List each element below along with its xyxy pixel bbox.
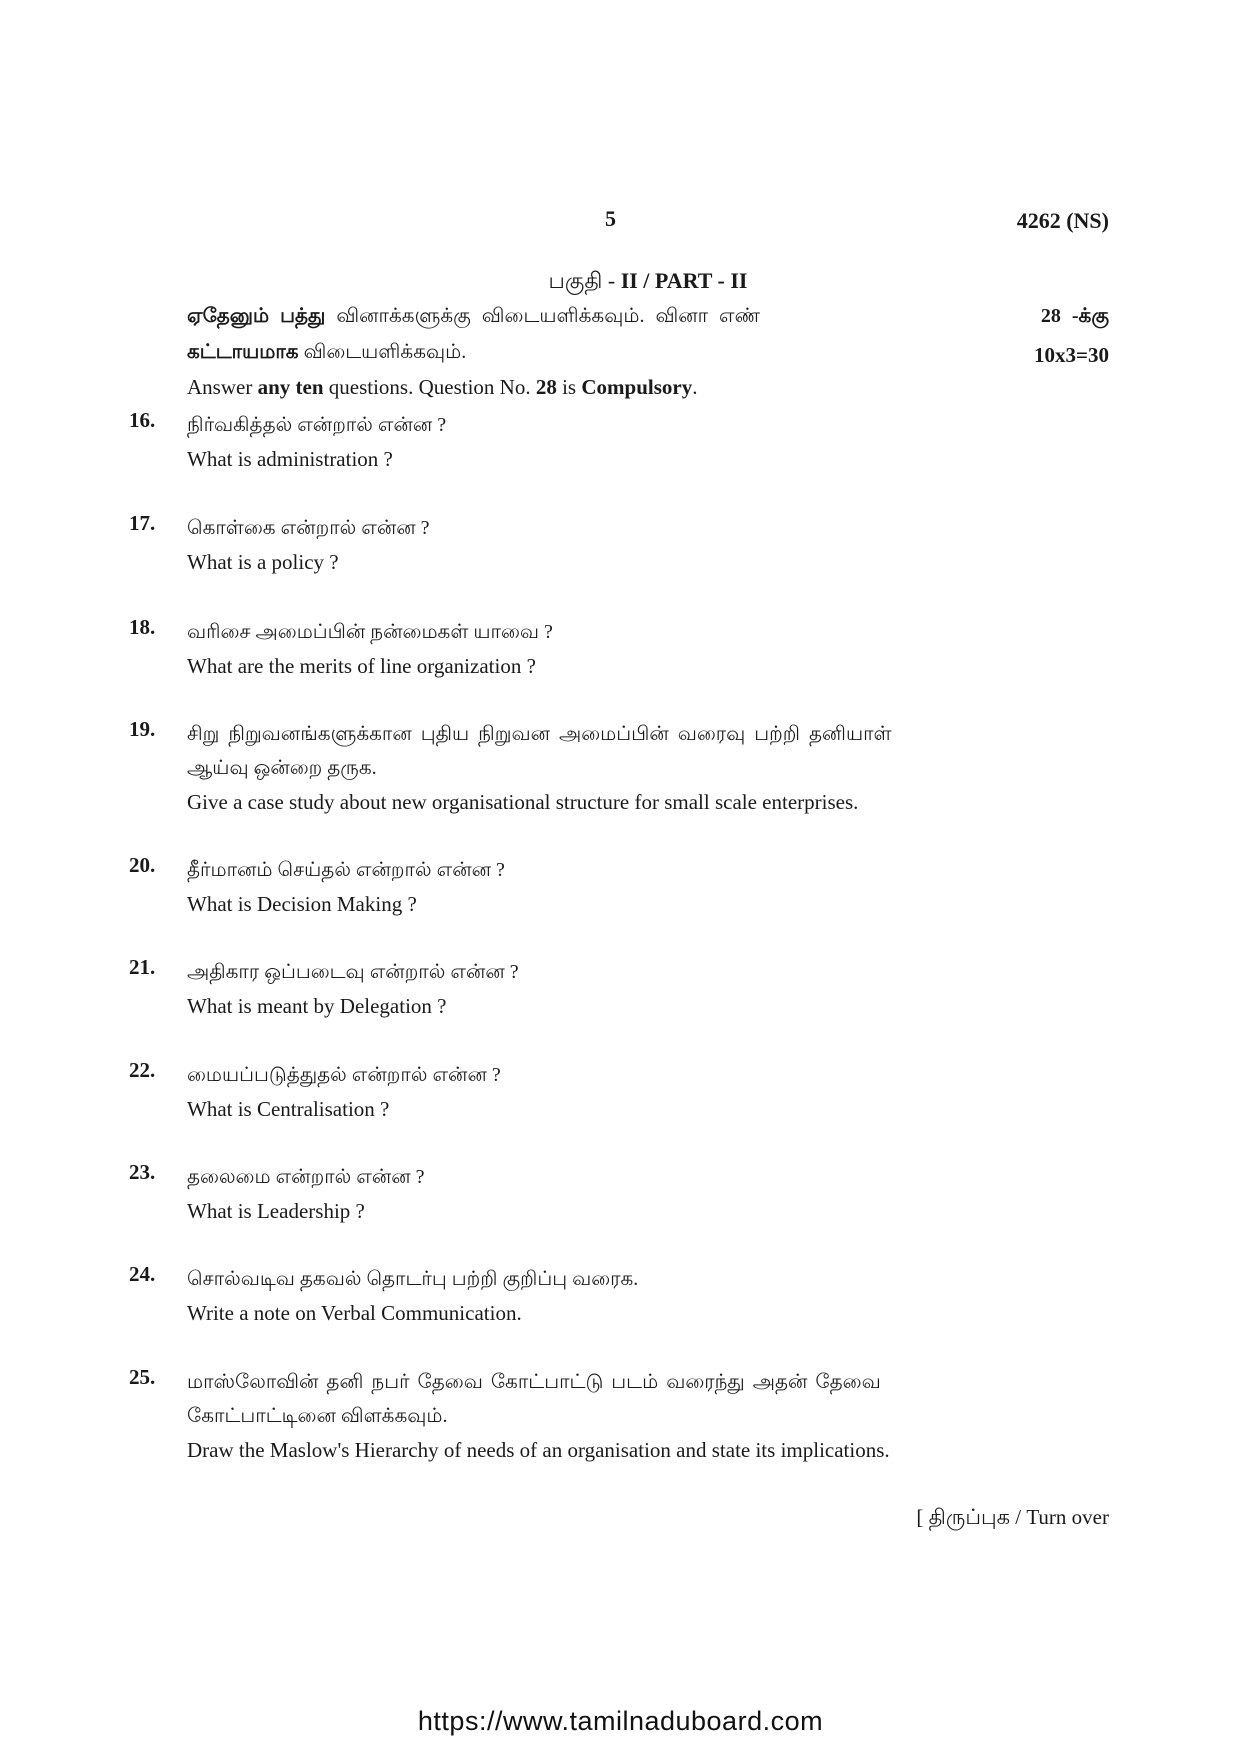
- question-tamil: சொல்வடிவ தகவல் தொடர்பு பற்றி குறிப்பு வரைக.: [187, 1268, 639, 1290]
- question-tamil: நிர்வகித்தல் என்றால் என்ன ?: [187, 414, 447, 436]
- part-heading-english: II / PART - II: [620, 268, 748, 293]
- question-number: 23.: [129, 1160, 156, 1184]
- question-22: [129, 1058, 1109, 1126]
- question-number: 19.: [129, 717, 156, 741]
- question-number: 18.: [129, 615, 156, 639]
- question-english: What is a policy ?: [187, 550, 339, 574]
- question-16: [129, 408, 1109, 476]
- instruction-compulsory: கட்டாயமாக: [187, 341, 299, 363]
- question-tamil: மையப்படுத்துதல் என்றால் என்ன ?: [187, 1064, 501, 1086]
- question-english: What is Centralisation ?: [187, 1097, 390, 1121]
- question-tamil: தலைமை என்றால் என்ன ?: [187, 1166, 425, 1188]
- instruction-en-part: .: [692, 375, 698, 399]
- question-23: [129, 1160, 1109, 1228]
- question-english: What is administration ?: [187, 447, 393, 471]
- instruction-en-part: is: [556, 375, 582, 399]
- instruction-tamil-line-2: [187, 341, 1109, 366]
- instruction-en-number: 28: [535, 375, 557, 399]
- question-25: [129, 1365, 1109, 1467]
- question-tamil: தீர்மானம் செய்தல் என்றால் என்ன ?: [187, 859, 505, 881]
- marks-allocation: 10x3=30: [1034, 343, 1109, 367]
- question-number: 25.: [129, 1365, 156, 1389]
- page-number: 5: [605, 206, 616, 231]
- instruction-question-28: 28 -க்கு: [1040, 305, 1109, 327]
- question-24: [129, 1262, 1109, 1330]
- question-number: 17.: [129, 511, 156, 535]
- question-number: 21.: [129, 955, 156, 979]
- question-english: What is Leadership ?: [187, 1199, 365, 1223]
- question-tamil-continued: கோட்பாட்டினை விளக்கவும்.: [187, 1405, 448, 1427]
- part-heading-separator: -: [602, 268, 621, 293]
- turn-over-note: [ திருப்புக / Turn over: [916, 1505, 1109, 1529]
- question-18: [129, 615, 1109, 683]
- question-tamil: கொள்கை என்றால் என்ன ?: [187, 517, 430, 539]
- question-english: Give a case study about new organisational structure for small scale enterprises.: [187, 790, 859, 814]
- instruction-text: வினாக்களுக்கு விடையளிக்கவும். வினா எண்: [325, 305, 761, 327]
- question-english: Draw the Maslow's Hierarchy of needs of an organisation and state its implications.: [187, 1438, 890, 1462]
- question-tamil: மாஸ்லோவின் தனி நபர் தேவை கோட்பாட்டு படம் வரைந்து அதன் தேவை: [187, 1371, 881, 1393]
- question-number: 24.: [129, 1262, 156, 1286]
- part-heading: [0, 268, 1241, 297]
- question-tamil: சிறு நிறுவனங்களுக்கான புதிய நிறுவன அமைப்பின் வரைவு பற்றி தனியாள்: [187, 723, 892, 745]
- question-21: [129, 955, 1109, 1023]
- question-20: [129, 853, 1109, 921]
- website-url[interactable]: https://www.tamilnaduboard.com: [417, 1706, 824, 1736]
- question-number: 22.: [129, 1058, 156, 1082]
- question-number: 20.: [129, 853, 156, 877]
- instruction-english: [187, 375, 697, 400]
- instruction-en-compulsory: Compulsory: [581, 375, 693, 399]
- question-english: What are the merits of line organization ?: [187, 654, 536, 678]
- part-heading-tamil: பகுதி: [548, 268, 603, 293]
- instruction-en-part: Answer: [187, 375, 258, 399]
- question-english: What is Decision Making ?: [187, 892, 417, 916]
- question-number: 16.: [129, 408, 156, 432]
- question-17: [129, 511, 1109, 579]
- paper-code: 4262 (NS): [1016, 208, 1109, 233]
- instruction-tamil-line-1: [187, 305, 1109, 330]
- question-19: [129, 717, 1109, 819]
- question-tamil: வரிசை அமைப்பின் நன்மைகள் யாவை ?: [187, 621, 553, 643]
- instruction-any-ten: ஏதேனும் பத்து: [187, 305, 326, 327]
- instruction-en-part: questions. Question No.: [323, 375, 536, 399]
- question-english: What is meant by Delegation ?: [187, 994, 447, 1018]
- question-english: Write a note on Verbal Communication.: [187, 1301, 522, 1325]
- instruction-en-any-ten: any ten: [257, 375, 324, 399]
- question-tamil-continued: ஆய்வு ஒன்றை தருக.: [187, 757, 377, 779]
- instruction-text-2: விடையளிக்கவும்.: [298, 341, 467, 363]
- question-tamil: அதிகார ஒப்படைவு என்றால் என்ன ?: [187, 961, 519, 983]
